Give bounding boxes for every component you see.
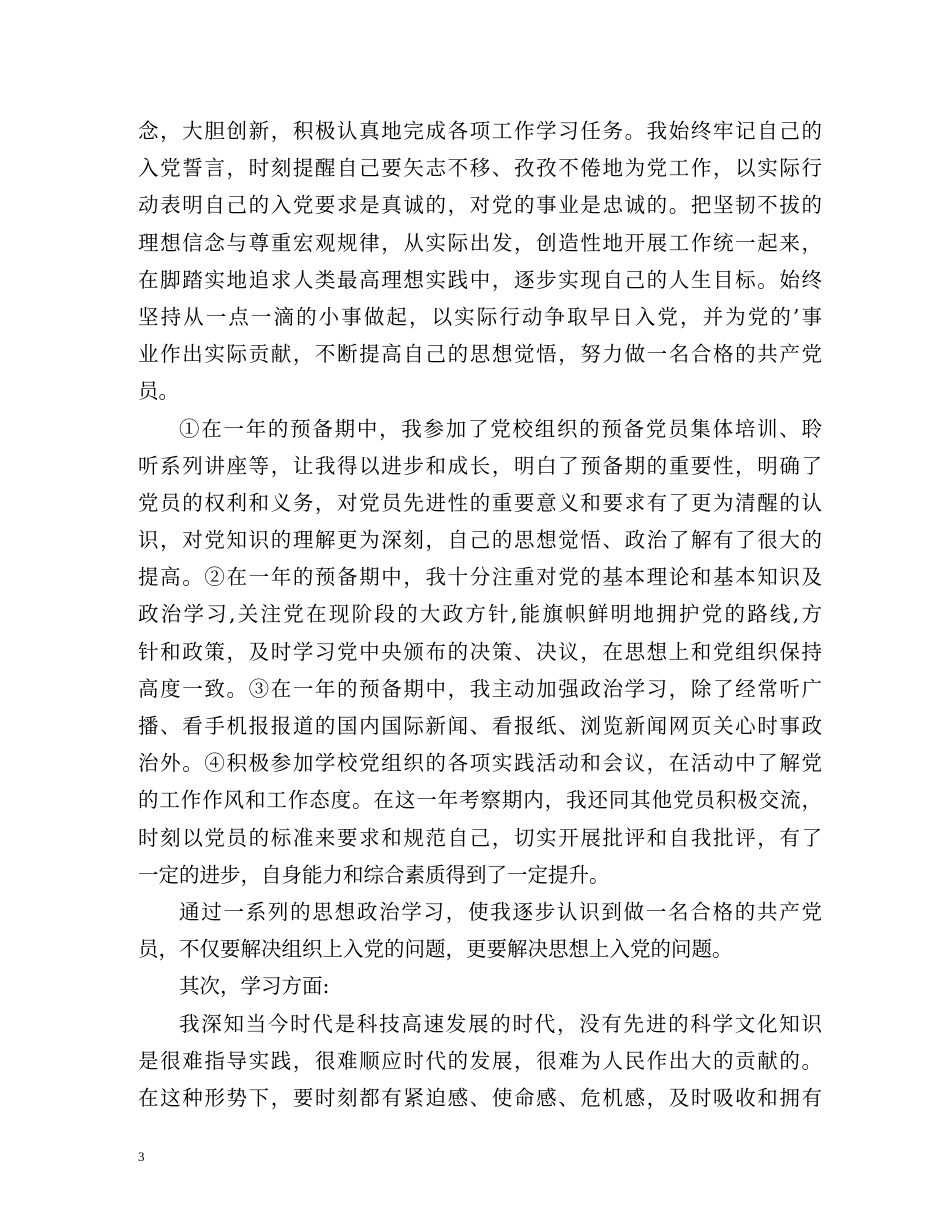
text-line: 高度一致。③在一年的预备期中，我主动加强政治学习，除了经常听广 <box>138 676 822 701</box>
text-line: 播、看手机报报道的国内国际新闻、看报纸、浏览新闻网页关心时事政 <box>138 714 822 738</box>
text-line: 业作出实际贡献，不断提高自己的思想觉悟，努力做一名合格的共产党 <box>138 342 822 367</box>
text-line: 念，大胆创新，积极认真地完成各项工作学习任务。我始终牢记自己的 <box>138 119 822 143</box>
paragraph-first-line: 我深知当今时代是科技高速发展的时代，没有先进的科学文化知识 <box>179 1011 822 1036</box>
section-heading: 其次，学习方面: <box>179 974 330 999</box>
text-line: 动表明自己的入党要求是真诚的，对党的事业是忠诚的。把坚韧不拔的 <box>138 193 822 218</box>
text-line: 在这种形势下，要时刻都有紧迫感、使命感、危机感，及时吸收和拥有 <box>138 1085 822 1110</box>
text-line: 提高。②在一年的预备期中，我十分注重对党的基本理论和基本知识及 <box>138 565 822 590</box>
paragraph-first-line: 通过一系列的思想政治学习，使我逐步认识到做一名合格的共产党 <box>179 899 822 924</box>
text-line: 党员的权利和义务，对党员先进性的重要意义和要求有了更为清醒的认 <box>138 490 822 515</box>
text-line: 理想信念与尊重宏观规律，从实际出发，创造性地开展工作统一起来， <box>138 230 822 255</box>
text-line: 治外。④积极参加学校党组织的各项实践活动和会议，在活动中了解党 <box>138 751 822 776</box>
text-line: 识，对党知识的理解更为深刻，自己的思想觉悟、政治了解有了很大的 <box>138 528 822 553</box>
text-line: 员。 <box>138 379 179 404</box>
page-number: 3 <box>138 1149 145 1164</box>
text-line: 坚持从一点一滴的小事做起，以实际行动争取早日入党，并为党的’事 <box>138 304 822 329</box>
text-line: 一定的进步，自身能力和综合素质得到了一定提升。 <box>138 862 610 887</box>
text-line: 听系列讲座等，让我得以进步和成长，明白了预备期的重要性，明确了 <box>138 453 822 478</box>
text-line: 是很难指导实践，很难顺应时代的发展，很难为人民作出大的贡献的。 <box>138 1048 822 1073</box>
text-line: 时刻以党员的标准来要求和规范自己，切实开展批评和自我批评，有了 <box>138 825 822 850</box>
text-line: 政治学习,关注党在现阶段的大政方针,能旗帜鲜明地拥护党的路线,方 <box>138 602 822 627</box>
paragraph-first-line: ①在一年的预备期中，我参加了党校组织的预备党员集体培训、聆 <box>179 416 822 441</box>
document-body <box>138 113 822 1117</box>
text-line: 的工作作风和工作态度。在这一年考察期内，我还同其他党员积极交流， <box>138 788 822 813</box>
text-line: 针和政策，及时学习党中央颁布的决策、决议，在思想上和党组织保持 <box>138 639 822 664</box>
text-line: 在脚踏实地追求人类最高理想实践中，逐步实现自己的人生目标。始终 <box>138 267 822 292</box>
text-line: 入党誓言，时刻提醒自己要矢志不移、孜孜不倦地为党工作，以实际行 <box>138 156 822 181</box>
text-line: 员，不仅要解决组织上入党的问题，更要解决思想上入党的问题。 <box>138 937 733 962</box>
